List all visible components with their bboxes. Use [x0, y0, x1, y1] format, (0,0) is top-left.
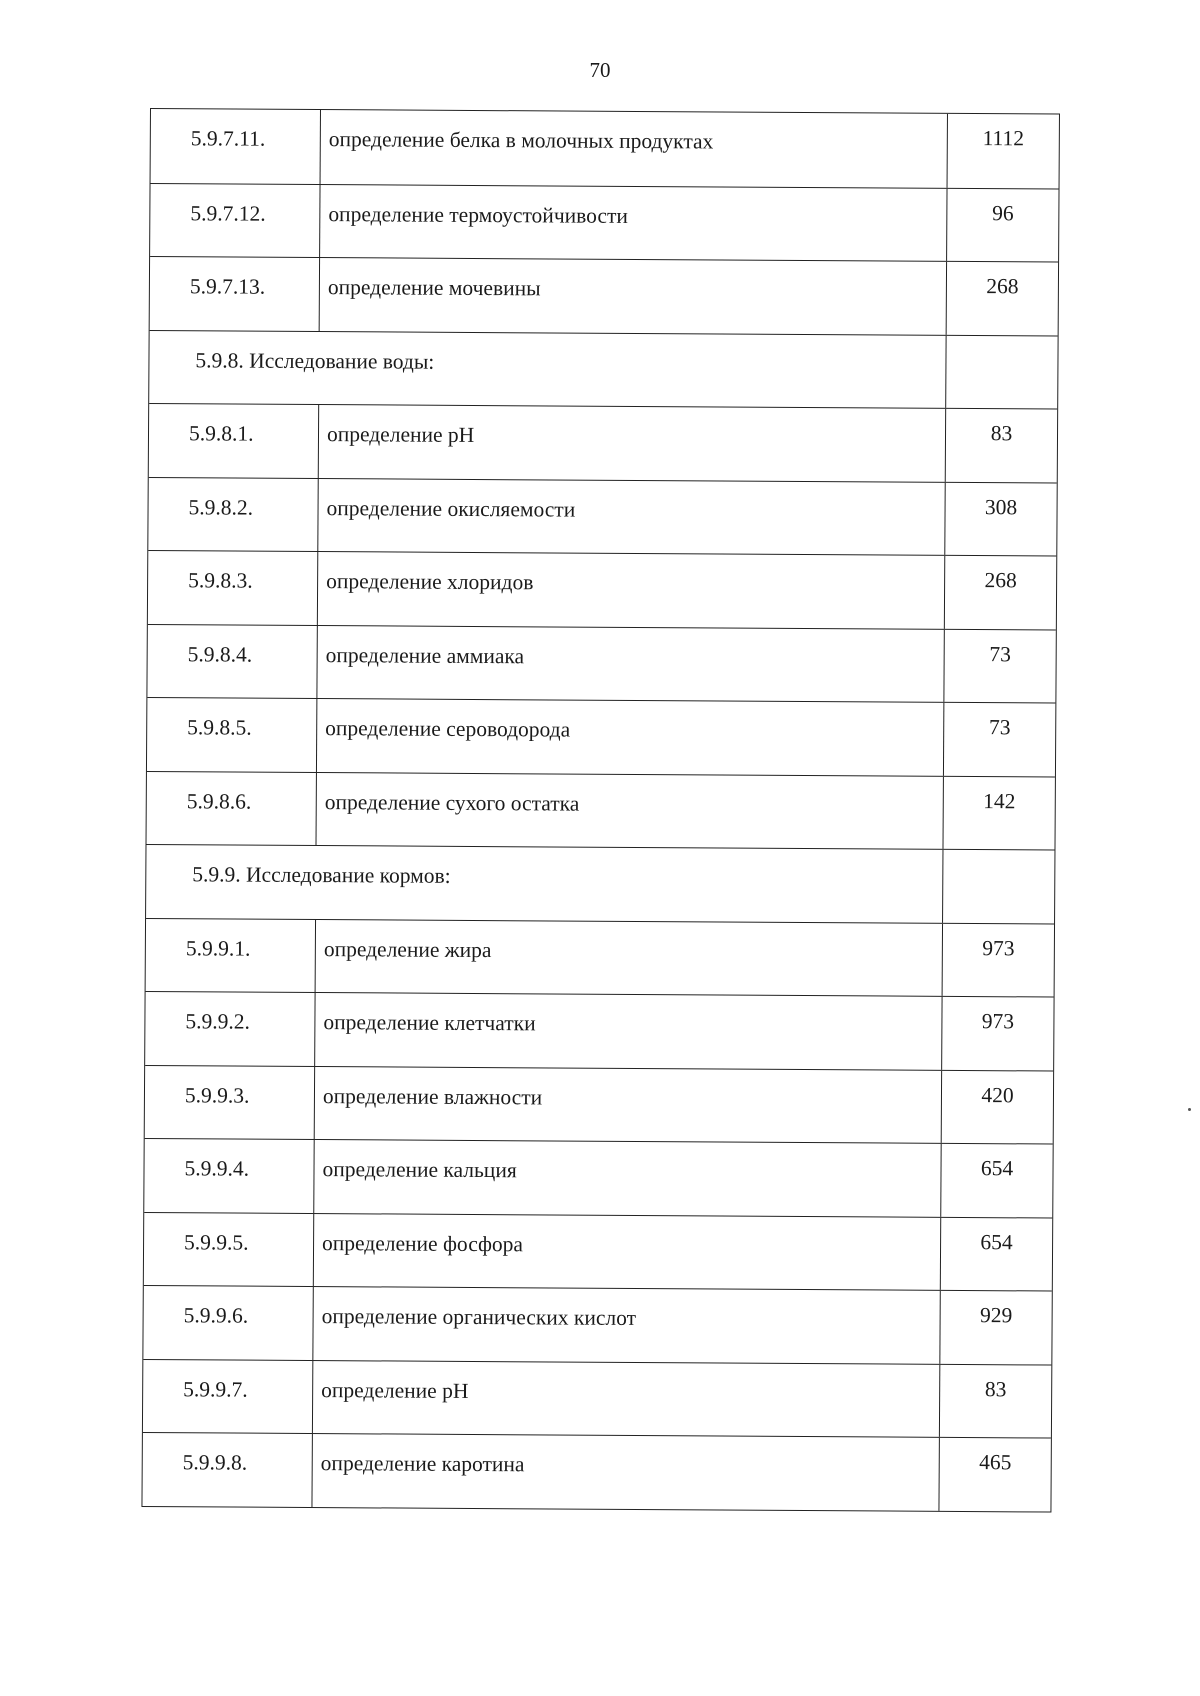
item-price: 465 — [938, 1438, 1050, 1511]
section-row — [149, 330, 1057, 409]
item-price: 654 — [940, 1144, 1052, 1217]
page-number: 70 — [589, 58, 611, 82]
item-price: 142 — [942, 776, 1054, 849]
scan-speck — [1188, 1108, 1191, 1111]
table-row — [142, 1432, 1050, 1511]
table-row — [148, 550, 1056, 629]
item-code: 5.9.9.1. — [146, 918, 316, 992]
table-row — [146, 917, 1054, 996]
item-name: определение термоустойчивости — [328, 201, 628, 228]
item-code: 5.9.9.7. — [143, 1359, 313, 1433]
item-price: 73 — [943, 629, 1055, 702]
item-price: 973 — [941, 997, 1053, 1070]
item-name: определение жира — [323, 936, 492, 962]
table-row — [144, 1138, 1052, 1217]
item-code: 5.9.8.3. — [148, 551, 318, 625]
item-price: 420 — [941, 1070, 1053, 1143]
item-name: определение pH — [326, 422, 475, 447]
item-name: определение мочевины — [327, 275, 541, 301]
section-row — [146, 844, 1054, 923]
item-name: определение каротина — [320, 1451, 525, 1477]
item-code: 5.9.7.13. — [150, 257, 320, 331]
item-name: определение влажности — [322, 1083, 543, 1109]
table-row — [147, 697, 1055, 776]
item-name: определение pH — [321, 1377, 469, 1403]
item-name: определение фосфора — [321, 1230, 524, 1256]
item-code: 5.9.8.2. — [148, 477, 318, 551]
item-name: определение хлоридов — [326, 569, 534, 595]
item-price: 268 — [944, 556, 1056, 629]
item-price: 973 — [942, 923, 1054, 996]
table-row — [150, 256, 1058, 335]
section-price-cell — [945, 335, 1057, 408]
table-row — [145, 1064, 1053, 1143]
table-row — [150, 183, 1058, 262]
item-code: 5.9.7.12. — [150, 184, 320, 258]
table-row — [147, 623, 1055, 702]
item-name: определение аммиака — [325, 642, 525, 668]
item-price: 96 — [946, 188, 1058, 261]
item-name: определение окисляемости — [326, 495, 576, 522]
item-code: 5.9.8.4. — [147, 624, 317, 698]
item-code: 5.9.7.11. — [151, 109, 321, 184]
item-code: 5.9.9.2. — [145, 992, 315, 1066]
section-title: 5.9.8. Исследование воды: — [195, 347, 435, 374]
item-name: определение клетчатки — [323, 1010, 536, 1036]
item-code: 5.9.8.5. — [147, 698, 317, 772]
item-price: 83 — [945, 409, 1057, 482]
item-code: 5.9.9.3. — [145, 1065, 315, 1139]
section-price-cell — [942, 850, 1054, 923]
item-price: 83 — [939, 1364, 1051, 1437]
item-name: определение кальция — [322, 1157, 517, 1183]
item-code: 5.9.9.4. — [144, 1139, 314, 1213]
item-price: 268 — [946, 262, 1058, 335]
table-row — [151, 109, 1059, 188]
table-row — [143, 1358, 1051, 1437]
item-code: 5.9.9.8. — [142, 1433, 312, 1507]
table-row — [148, 476, 1056, 555]
item-name: определение белка в молочных продуктах — [328, 127, 714, 154]
item-price: 654 — [940, 1217, 1052, 1290]
item-code: 5.9.9.6. — [143, 1286, 313, 1360]
item-name: определение сухого остатка — [324, 789, 580, 816]
price-table — [141, 108, 1060, 1512]
item-name: определение органических кислот — [321, 1304, 637, 1330]
item-code: 5.9.8.6. — [147, 771, 317, 845]
item-name: определение сероводорода — [325, 716, 571, 742]
item-code: 5.9.8.1. — [149, 404, 319, 478]
table-row — [147, 770, 1055, 849]
table-row — [143, 1285, 1051, 1364]
item-price: 73 — [943, 703, 1055, 776]
section-title: 5.9.9. Исследование кормов: — [192, 862, 451, 888]
item-price: 308 — [944, 482, 1056, 555]
item-price: 929 — [939, 1291, 1051, 1364]
item-code: 5.9.9.5. — [144, 1212, 314, 1286]
table-row — [149, 403, 1057, 482]
table-row — [145, 991, 1053, 1070]
table-row — [144, 1211, 1052, 1290]
item-price: 1112 — [947, 114, 1059, 188]
